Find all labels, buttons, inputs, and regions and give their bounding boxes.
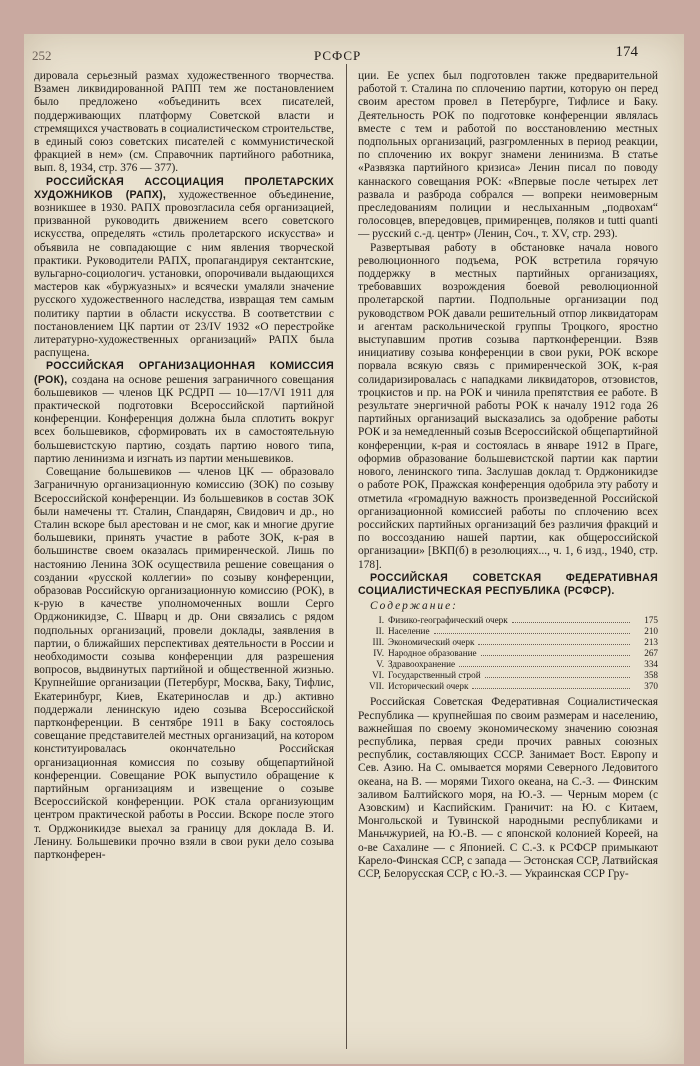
toc-page: 370 [644, 681, 658, 692]
toc-leader [485, 670, 630, 678]
toc-leader [434, 626, 630, 634]
column-divider [346, 64, 347, 1049]
toc-item [358, 681, 658, 692]
toc-label: Экономический очерк [388, 637, 475, 648]
toc-item [358, 670, 658, 681]
left-column [34, 70, 334, 1055]
toc-heading: Содержание: [370, 600, 458, 613]
toc-label: Государственный строй [388, 670, 481, 681]
toc-page: 175 [644, 615, 658, 626]
entry-term: РОССИЙСКАЯ ОРГАНИЗАЦИОННАЯ КОМИССИЯ (РОК), [34, 360, 334, 386]
toc-number: V. [376, 659, 384, 670]
paragraph: Российская Советская Федеративная Социалистическая Республика — крупнейшая по своим размерам и населению, важнейшая по своему экономическому значению союзная республика, первая среди прочих равных союзных республик, составляющих СССР. Занимает Вост. Европу и Сев. Азию. На С. омывается морями Северного Ледовитого океана, на В. — морями Тихого океана, на С.-З. — Финским заливом Балтийского моря, на Ю.-З. — Черным морем (с Азовским) и Каспийским. Граничит: на Ю. с Китаем, Монгольской и Тувинской народными республиками и Маньчжурией, на Ю.-В. — с японской колонией Кореей, на о-ве Сахалине — с Японией. С С.-З. к РСФСР примыкают Карело-Финская ССР, с запада — Эстонская ССР, Латвийская ССР, Белорусская ССР, с Ю.-З. — Украинская ССР Гру- [358, 696, 658, 880]
entry-text: художественное объединение, возникшее в 1930. РАПХ провозгласила себя организацией, призванной руководить движением всего советского искусства, определять «стиль пролетарского искусства» и объявила не совпадающие с ним явления творческой практики. Руководители РАПХ, пропагандируя сектантские, вульгарно-социологич. установки, опорочивали выдающихся мастеров как «буржуазных» и всячески умаляли значение русского художественного наследства, извращая тем самым политику партии в области искусства. В соответствии с постановлением ЦК партии от 23/IV 1932 «О перестройке литературно-художественных организаций» РАПХ была распущена. [34, 188, 334, 360]
toc-leader [459, 659, 630, 667]
entry-text: создана на основе решения заграничного совещания большевиков — членов ЦК РСДРП — 10—17/VI 1911 для практической подготовки Всероссийской партийной конференции. Конференция должна была сплотить вокруг всех большевиков, сформировать их в самостоятельную большевистскую партию, создать партию нового типа, партию ленинизма и изгнать из партии меньшевиков. [34, 373, 334, 465]
toc-item [358, 659, 658, 670]
toc-label: Народное образование [388, 648, 477, 659]
entry-rok [34, 360, 334, 466]
toc-item [358, 637, 658, 648]
toc-number: II. [375, 626, 384, 637]
page-number: 174 [615, 44, 638, 60]
entry-term: РОССИЙСКАЯ СОВЕТСКАЯ ФЕДЕРАТИВНАЯ СОЦИАЛИСТИЧЕСКАЯ РЕСПУБЛИКА (РСФСР). [358, 571, 658, 597]
toc-item [358, 615, 658, 626]
entry-rsfsr [358, 572, 658, 598]
toc-page: 267 [644, 648, 658, 659]
toc-label: Исторический очерк [388, 681, 469, 692]
page-header [24, 44, 684, 68]
toc-item [358, 648, 658, 659]
toc-page: 210 [644, 626, 658, 637]
toc-leader [472, 681, 630, 689]
toc-number: VI. [372, 670, 384, 681]
toc-label: Население [388, 626, 430, 637]
right-column [358, 70, 658, 1055]
toc-page: 334 [644, 659, 658, 670]
toc-number: III. [372, 637, 384, 648]
book-page [24, 34, 684, 1064]
paragraph-continued: ции. Ее успех был подготовлен также предварительной работой т. Сталина по сплочению партии, которую он перед своим арестом провел в Петербурге, Тифлисе и Баку. Деятельность РОК по подготовке конференции являлась вместе с тем и работой по восстановлению местных подпольных организаций, разгромленных в период реакции, по сплочению их вокруг знамени ленинизма. В статье «Развязка партийного кризиса» Ленин писал по поводу каннаского совещания РОК: «Впервые после четырех лет развала и разброда собрался — вопреки неимоверным преследованиям полиции и неслыханным „подвохам“ голосовцев, впередовцев, примиренцев, поляков и tutti quanti — русский с.-д. центр» (Ленин, Соч., т. XV, стр. 293). [358, 70, 658, 241]
left-page-number: 252 [32, 48, 52, 63]
toc-label: Здравоохранение [388, 659, 456, 670]
toc-leader [512, 615, 630, 623]
toc-number: VII. [368, 681, 384, 692]
paragraph: Развертывая работу в обстановке начала нового революционного подъема, РОК встретила горячую поддержку в местных партийных организациях, требовавших возрождения боевой революционной пролетарской партии. Подпольные организации под руководством РОК давали решительный отпор ликвидаторам и агентам раскольнической группы Троцкого, яростно выступавшим против созыва партконференции. Взяв инициативу созыва конференции в свои руки, РОК вскоре порвала всякую связь с примиренческой ЗОК, к-рая солидаризировалась с нападками ликвидаторов, отзовистов, троцкистов и пр. на РОК и чинила препятствия ее работе. В результате энергичной работы РОК к началу 1912 года 26 партийных организаций высказались за одобрение работы РОК и за немедленный созыв Всероссийской общепартийной конференции, к-рая и состоялась в январе 1912 в Праге, оформив образование большевистской партии как партии нового, ленинского типа. Заслушав доклад т. Орджоникидзе о работе РОК, Пражская конференция одобрила эту работу и отметила «громадную важность произведенной Российской организационной комиссией работы по сплочению всех российских партийных организаций без различия фракций и по воссозданию нашей партии, как общероссийской организации» [ВКП(б) в резолюциях..., ч. 1, 6 изд., 1940, стр. 178]. [358, 241, 658, 571]
toc-number: IV. [373, 648, 384, 659]
toc-leader [481, 648, 630, 656]
toc-item [358, 626, 658, 637]
toc-label: Физико-географический очерк [388, 615, 508, 626]
toc-number: I. [378, 615, 384, 626]
toc-page: 213 [644, 637, 658, 648]
entry-rapkh [34, 176, 334, 361]
paragraph: Совещание большевиков — членов ЦК — образовало Заграничную организационную комиссию (ЗОК) по созыву Всероссийской конференции. Из большевиков в состав ЗОК были намечены тт. Сталин, Спандарян, Свидович и др., но Сталин вскоре был арестован и не смог, как и многие другие большевики, принять участие в работе ЗОК, к-рая в большинстве своем оказалась примиренческой. Лишь по настоянию Ленина ЗОК осуществила решение совещания о создании «русской коллегии» по созыву конференции, образовав Российскую организационную комиссию (РОК), в к-рую в качестве уполномоченных вошли Серго Орджоникидзе, С. Шварц и др. Они связались с рядом подпольных организаций, провели доклады, заявления в партии, о ближайших перспективах деятельности в России и необходимости созыва конференции для разрешения вопросов, выдвинутых партийной и общественной жизнью. Крупнейшие организации (Петербург, Москва, Баку, Тифлис, Екатеринбург, Киев, Екатеринослав и др.) активно поддержали ленинскую идею созыва Всероссийской партконференции. В сентябре 1911 в Баку состоялось совещание представителей местных организаций, на котором конституировалась окончательно Российская организационная комиссия по созыву общепартийной конференции. Совещание РОК выпустило обращение к партийным организациям и извещение о созыве Всероссийской конференции. РОК стала организующим центром практической работы в России. Вскоре после этого т. Орджоникидзе выехал за границу для доклада В. И. Ленину. Большевики прочно взяли в свои руки дело созыва партконферен- [34, 466, 334, 861]
paragraph-continued: дировала серьезный размах художественного творчества. Взамен ликвидированной РАПП тем же постановлением было предложено «объединить всех писателей, поддерживающих платформу Советской власти и стремящихся участвовать в социалистическом строительстве, в единый союз советских писателей с коммунистической фракцией в нем» (см. Справочник партийного работника, вып. 8, 1934, стр. 376 — 377). [34, 70, 334, 175]
table-of-contents [358, 615, 658, 692]
entry-term: РОССИЙСКАЯ АССОЦИАЦИЯ ПРОЛЕТАРСКИХ ХУДОЖНИКОВ (РАПХ), [34, 175, 334, 201]
toc-leader [478, 637, 630, 645]
toc-page: 358 [644, 670, 658, 681]
running-title: РСФСР [314, 48, 362, 63]
